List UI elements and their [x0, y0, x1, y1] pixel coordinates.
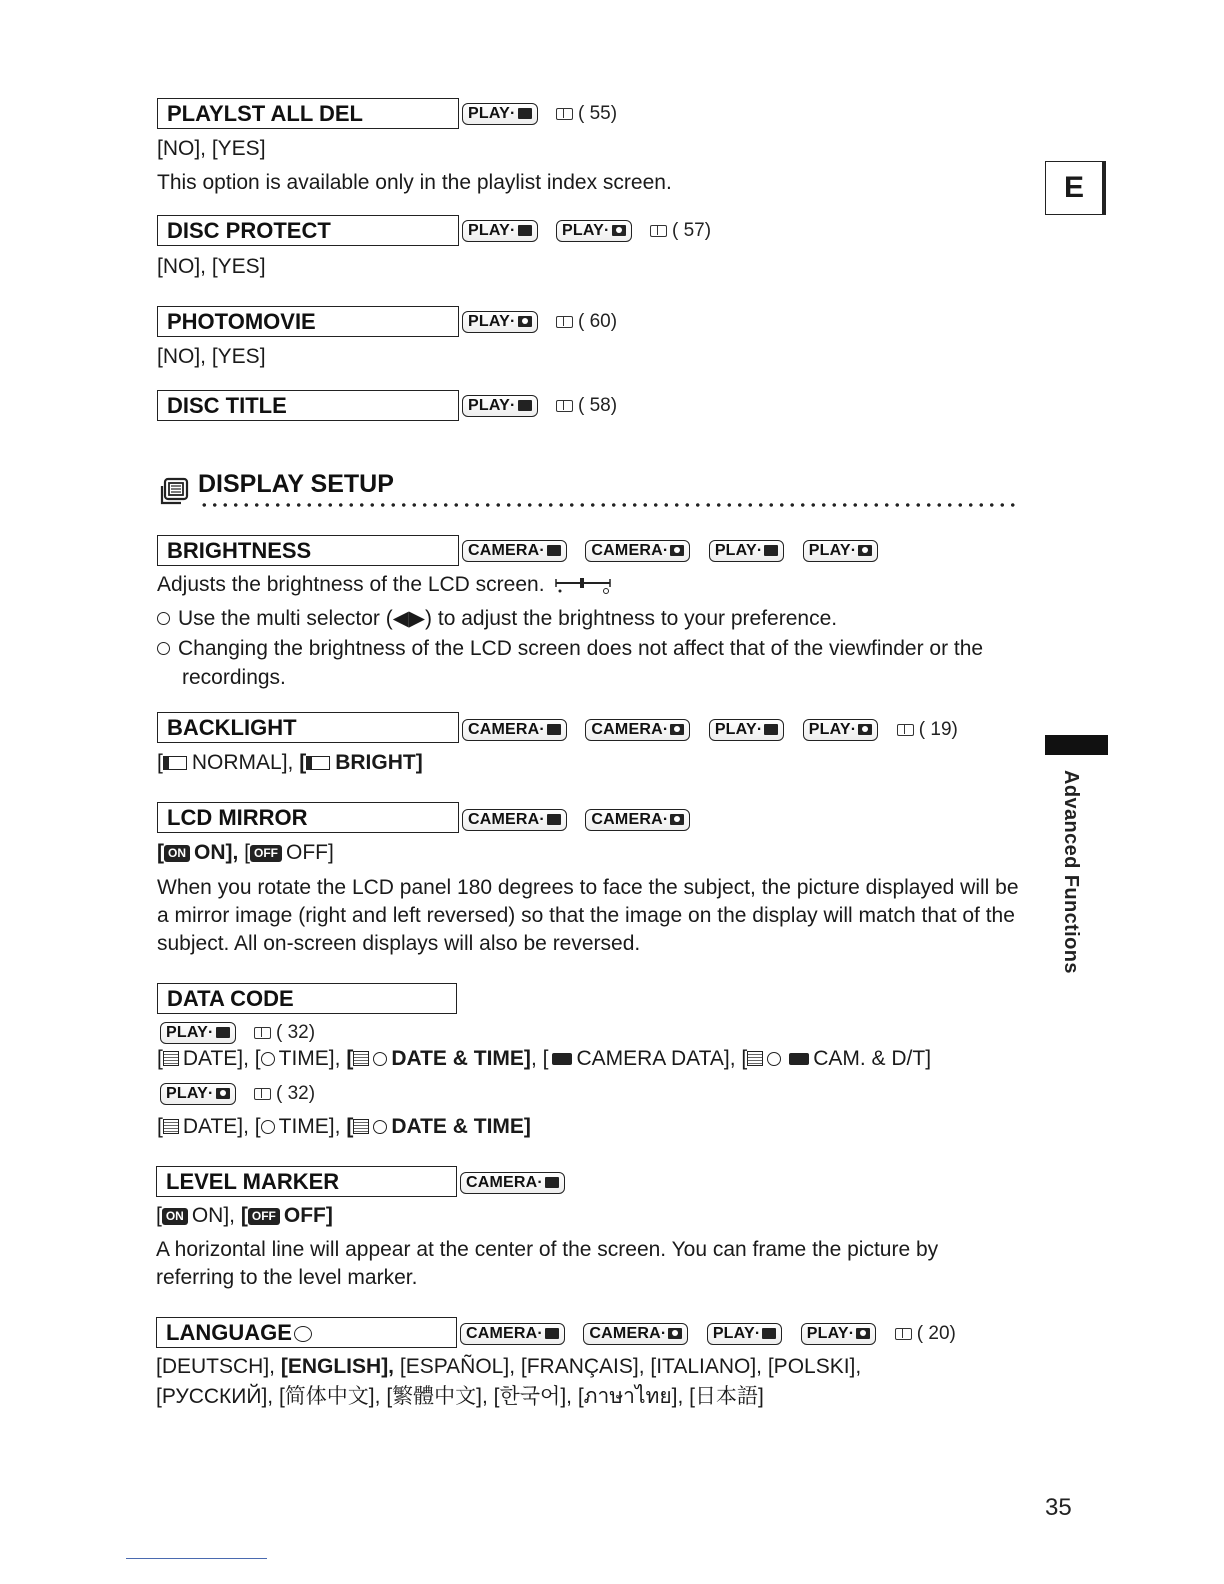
menu-item-title: PHOTOMOVIE: [157, 306, 459, 337]
camera-photo-badge: CAMERA·: [583, 1323, 688, 1345]
movie-icon: [518, 400, 532, 411]
page-reference: ( 19): [897, 718, 958, 742]
camera-photo-badge: CAMERA·: [585, 540, 690, 562]
item-description: When you rotate the LCD panel 180 degrees to face the subject, the picture displayed will be a mirror image (right and left reversed) so that the image on the display will match that of the subject. All on-screen displays will also be reversed.: [157, 876, 1019, 955]
play-photo-badge: PLAY·: [556, 220, 632, 242]
menu-item-title: LCD MIRROR: [157, 802, 459, 833]
mode-badges: [160, 1082, 315, 1106]
off-icon: OFF: [250, 845, 282, 862]
bullet-circle-icon: [157, 612, 170, 625]
menu-item-title: LANGUAGE: [156, 1317, 457, 1348]
page-reference: ( 58): [556, 394, 617, 418]
movie-icon: [547, 545, 561, 556]
menu-item-title: DISC TITLE: [157, 390, 459, 421]
menu-item-title: BRIGHTNESS: [157, 535, 459, 566]
language-tab-letter: E: [1045, 161, 1106, 215]
menu-item-title: LEVEL MARKER: [156, 1166, 457, 1197]
menu-item-title: BACKLIGHT: [157, 712, 459, 743]
mode-badges: [460, 1322, 956, 1346]
camera-icon: [858, 724, 872, 735]
page-reference: ( 57): [650, 219, 711, 243]
movie-icon: [764, 545, 778, 556]
menu-item-title: PLAYLST ALL DEL: [157, 98, 459, 129]
mode-badges: [462, 310, 617, 334]
camera-icon: [668, 1328, 682, 1339]
mode-badges: [460, 1171, 579, 1195]
camera-movie-badge: CAMERA·: [462, 719, 567, 741]
page-reference: ( 55): [556, 102, 617, 126]
book-icon: [556, 316, 573, 328]
camera-icon: [858, 545, 872, 556]
play-photo-badge: PLAY·: [160, 1083, 236, 1105]
option-values: [ DATE], [ TIME], [ DATE & TIME], [ CAMERA DATA], [ CAM. & D/T]: [157, 1047, 932, 1070]
page-reference: ( 32): [254, 1021, 315, 1045]
page-reference: ( 60): [556, 310, 617, 334]
camera-movie-badge: CAMERA·: [462, 540, 567, 562]
on-icon: ON: [162, 1208, 188, 1225]
option-values: [ ON ON], [ OFF OFF]: [157, 841, 334, 864]
off-icon: OFF: [248, 1208, 280, 1225]
movie-icon: [518, 225, 532, 236]
brightness-slider-icon: [554, 575, 614, 595]
camera-icon: [612, 225, 626, 236]
camera-photo-badge: CAMERA·: [585, 719, 690, 741]
menu-item-title: DISC PROTECT: [157, 215, 459, 246]
footer-rule: [126, 1558, 267, 1559]
date-icon: [747, 1051, 763, 1066]
camera-movie-badge: CAMERA·: [460, 1323, 565, 1345]
play-movie-badge: PLAY·: [462, 220, 538, 242]
item-description: A horizontal line will appear at the center of the screen. You can frame the picture by referring to the level marker.: [156, 1238, 939, 1289]
camera-icon: [670, 545, 684, 556]
camera-icon: [216, 1088, 230, 1099]
camera-movie-badge: CAMERA·: [462, 809, 567, 831]
clock-icon: [373, 1052, 387, 1066]
play-photo-badge: PLAY·: [462, 311, 538, 333]
camera-data-icon: [789, 1053, 809, 1065]
play-movie-badge: PLAY·: [462, 395, 538, 417]
date-icon: [353, 1119, 369, 1134]
book-icon: [254, 1088, 271, 1100]
book-icon: [556, 108, 573, 120]
camera-data-icon: [552, 1053, 572, 1065]
dotted-rule: [199, 500, 1021, 510]
backlight-bright-icon: [306, 756, 330, 770]
clock-icon: [261, 1120, 275, 1134]
section-title-vertical: Advanced Functions: [1060, 770, 1082, 974]
date-icon: [163, 1119, 179, 1134]
menu-item-title: DATA CODE: [157, 983, 457, 1014]
language-speech-icon: [294, 1326, 312, 1342]
bullet-note: Use the multi selector (◀▶) to adjust the brightness to your preference.: [157, 607, 837, 631]
mode-badges: [462, 539, 892, 563]
option-values: [NO], [YES]: [157, 137, 266, 160]
display-setup-icon: [159, 476, 191, 506]
movie-icon: [545, 1177, 559, 1188]
clock-icon: [767, 1052, 781, 1066]
option-values: [ NORMAL], [ BRIGHT]: [157, 751, 423, 774]
on-icon: ON: [164, 845, 190, 862]
date-icon: [163, 1051, 179, 1066]
option-values: [NO], [YES]: [157, 345, 266, 368]
book-icon: [556, 400, 573, 412]
camera-icon: [670, 724, 684, 735]
movie-icon: [545, 1328, 559, 1339]
movie-icon: [518, 108, 532, 119]
movie-icon: [764, 724, 778, 735]
play-movie-badge: PLAY·: [709, 540, 785, 562]
play-photo-badge: PLAY·: [801, 1323, 877, 1345]
movie-icon: [216, 1027, 230, 1038]
play-movie-badge: PLAY·: [462, 103, 538, 125]
bullet-note-continuation: recordings.: [182, 666, 286, 689]
camera-movie-badge: CAMERA·: [460, 1172, 565, 1194]
camera-photo-badge: CAMERA·: [585, 809, 690, 831]
mode-badges: [462, 102, 617, 126]
section-heading: DISPLAY SETUP: [198, 470, 394, 498]
movie-icon: [547, 724, 561, 735]
book-icon: [895, 1328, 912, 1340]
play-movie-badge: PLAY·: [707, 1323, 783, 1345]
clock-icon: [261, 1052, 275, 1066]
book-icon: [897, 724, 914, 736]
mode-badges: [462, 219, 711, 243]
option-values: [ DATE], [ TIME], [ DATE & TIME]: [157, 1115, 531, 1138]
page-reference: ( 20): [895, 1322, 956, 1346]
play-photo-badge: PLAY·: [803, 540, 879, 562]
mode-badges: [462, 394, 617, 418]
camera-icon: [518, 316, 532, 327]
book-icon: [650, 225, 667, 237]
option-values: [DEUTSCH], [ENGLISH], [ESPAÑOL], [FRANÇAIS], [ITALIANO], [POLSKI],: [156, 1355, 862, 1378]
option-values: [NO], [YES]: [157, 255, 266, 278]
clock-icon: [373, 1120, 387, 1134]
bullet-circle-icon: [157, 642, 170, 655]
bullet-note: Changing the brightness of the LCD screen does not affect that of the viewfinder or the: [157, 637, 983, 661]
date-icon: [353, 1051, 369, 1066]
mode-badges: [462, 718, 958, 742]
play-photo-badge: PLAY·: [803, 719, 879, 741]
camera-icon: [856, 1328, 870, 1339]
movie-icon: [547, 814, 561, 825]
page-number: 35: [1045, 1494, 1072, 1521]
section-marker-bar: [1045, 735, 1108, 755]
mode-badges: [160, 1021, 315, 1045]
movie-icon: [762, 1328, 776, 1339]
item-description: This option is available only in the playlist index screen.: [157, 171, 672, 194]
item-description: Adjusts the brightness of the LCD screen.: [157, 573, 614, 597]
option-values: [ ON ON], [ OFF OFF]: [156, 1204, 333, 1227]
play-movie-badge: PLAY·: [160, 1022, 236, 1044]
play-movie-badge: PLAY·: [709, 719, 785, 741]
book-icon: [254, 1027, 271, 1039]
page-reference: ( 32): [254, 1082, 315, 1106]
camera-icon: [670, 814, 684, 825]
mode-badges: [462, 808, 704, 832]
backlight-normal-icon: [163, 756, 187, 770]
option-values: [РУССКИЙ], [简体中文], [繁體中文], [한국어], [ภาษาไทย], [日本語]: [156, 1385, 764, 1408]
